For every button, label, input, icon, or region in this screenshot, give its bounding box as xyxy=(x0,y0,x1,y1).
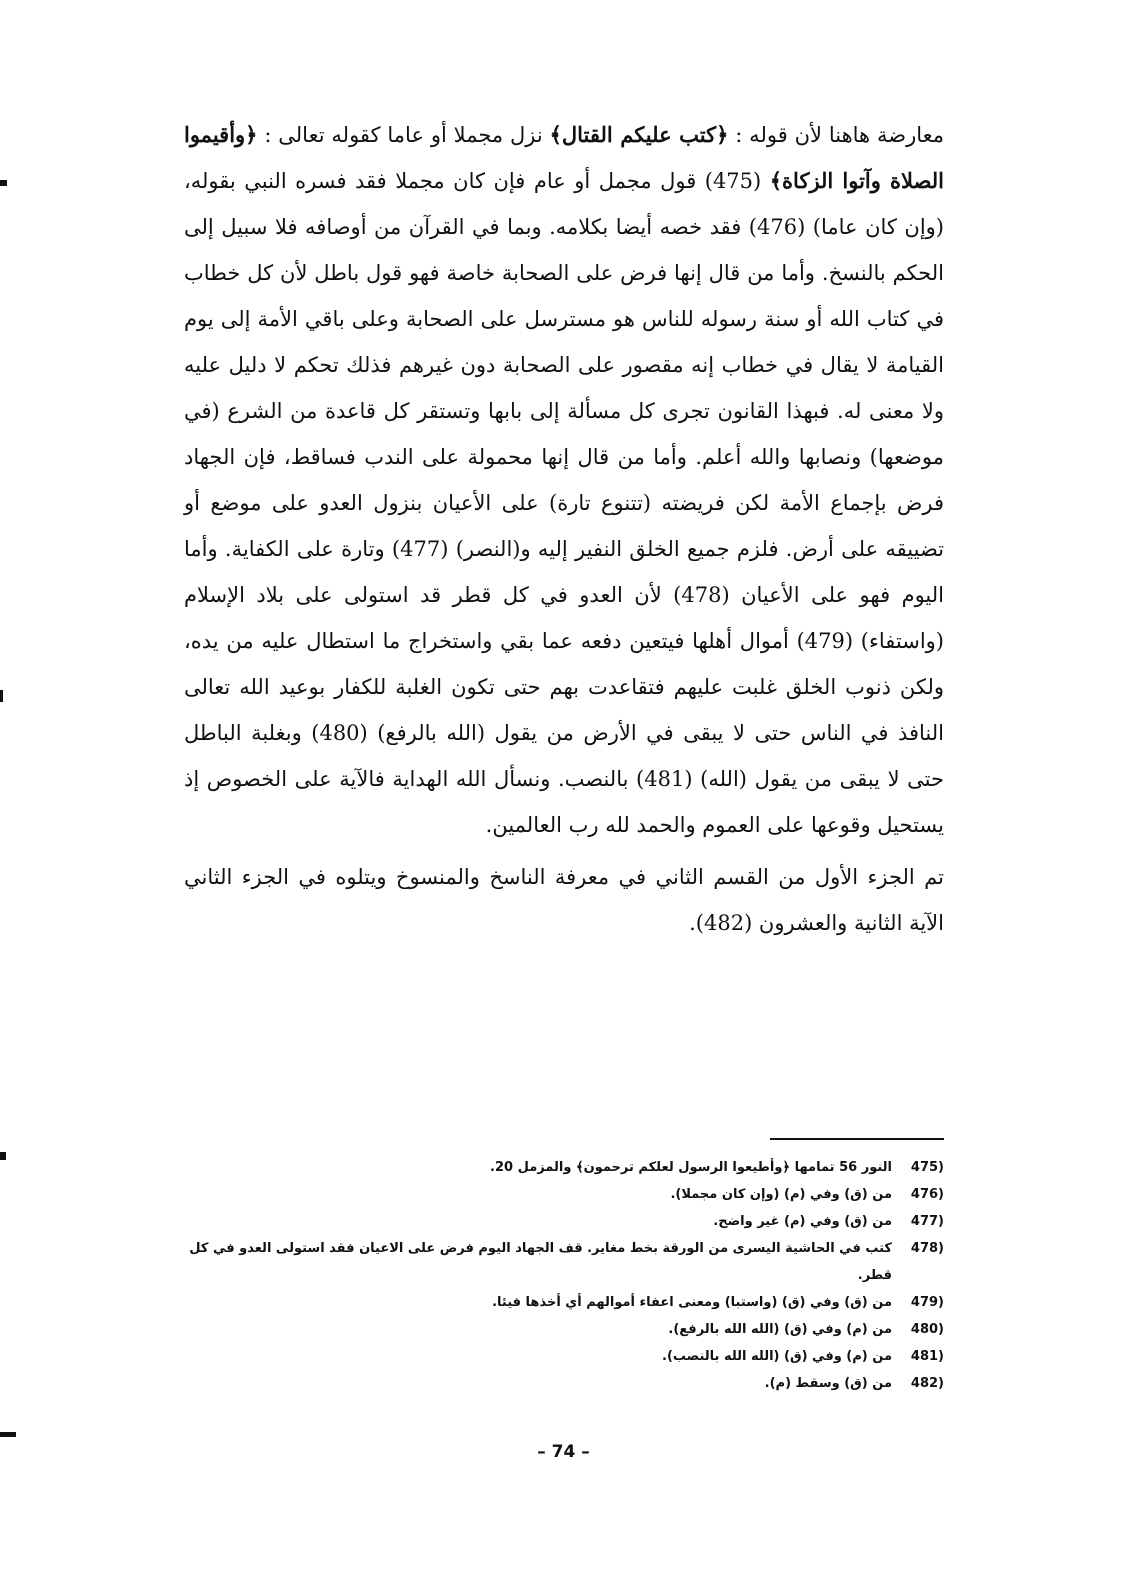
footnote-item xyxy=(184,1235,944,1289)
footnote-item xyxy=(184,1181,944,1208)
footnotes-list xyxy=(184,1154,944,1397)
footnote-text: من (ق) وفي (م) (وإن كان مجملا). xyxy=(670,1187,892,1202)
footnote-text: من (م) وفي (ق) (الله الله بالنصب). xyxy=(662,1349,892,1364)
main-text-body xyxy=(184,112,944,946)
footnote-item xyxy=(184,1289,944,1316)
footnote-number: 479) xyxy=(910,1295,944,1310)
quran-verse-2: ﴿وأقيموا الصلاة وآتوا الزكاة﴾ xyxy=(184,122,945,193)
footnote-number: 480) xyxy=(910,1322,944,1337)
footnote-item xyxy=(184,1316,944,1343)
quran-verse-1: ﴿كتب عليكم القتال﴾ xyxy=(549,122,729,147)
paragraph-text-part-1: معارضة هاهنا لأن قوله : xyxy=(728,123,945,147)
paragraph-text-part-2: نزل مجملا أو عاما كقوله تعالى : xyxy=(257,123,550,147)
scan-edge-mark-1 xyxy=(0,180,7,186)
footnote-text: من (ق) وفي (ق) (واستبا) ومعنى اعفاء أموالهم أي أخذها فيئا. xyxy=(492,1295,892,1310)
footnote-number: 477) xyxy=(910,1214,944,1229)
footnote-number: 478) xyxy=(910,1241,944,1256)
footnote-item xyxy=(184,1154,944,1181)
footnote-item xyxy=(184,1208,944,1235)
footnote-number: 476) xyxy=(910,1187,944,1202)
footnote-text: النور 56 تمامها ﴿وأطيعوا الرسول لعلكم ترحمون﴾ والمزمل 20. xyxy=(490,1160,892,1175)
scan-edge-mark-3 xyxy=(0,1152,6,1160)
footnote-number: 481) xyxy=(910,1349,944,1364)
paragraph-text-part-3: (475) قول مجمل أو عام فإن كان مجملا فقد فسره النبي بقوله، (وإن كان عاما) (476) فقد خصه أيضا بكلامه. وبما في القرآن من أوصافه فلا سبيل إلى الحكم بالنسخ. وأما من قال إنها فرض على الصحابة خاصة فهو قول باطل لأن كل خطاب في كتاب الله أو سنة رسوله للناس هو مسترسل على الصحابة وعلى باقي الأمة إلى يوم القيامة لا يقال في خطاب إنه مقصور على الصحابة دون غيرهم فذلك تحكم لا دليل عليه ولا معنى له. فبهذا القانون تجرى كل مسألة إلى بابها وتستقر كل قاعدة من الشرع (في موضعها) ونصابها والله أعلم. وأما من قال إنها محمولة على الندب فساقط، فإن الجهاد فرض بإجماع الأمة لكن فريضته (تتنوع تارة) على الأعيان بنزول العدو على موضع أو تضييقه على أرض. فلزم جميع الخلق النفير إليه و(النصر) (477) وتارة على الكفاية. وأما اليوم فهو على الأعيان (478) لأن العدو في كل قطر قد استولى على بلاد الإسلام (واستفاء) (479) أموال أهلها فيتعين دفعه عما بقي واستخراج ما استطال عليه من يده، ولكن ذنوب الخلق غلبت عليهم فتقاعدت بهم حتى تكون الغلبة للكفار بوعيد الله تعالى النافذ في الناس حتى لا يبقى في الأرض من يقول (الله بالرفع) (480) وبغلبة الباطل حتى لا يبقى من يقول (الله) (481) بالنصب. ونسأل الله الهداية فالآية على الخصوص إذ يستحيل وقوعها على العموم والحمد لله رب العالمين. xyxy=(184,169,945,837)
footnote-text: من (ق) وفي (م) غير واضح. xyxy=(713,1214,892,1229)
closing-paragraph: تم الجزء الأول من القسم الثاني في معرفة الناسخ والمنسوخ ويتلوه في الجزء الثاني الآية الثانية والعشرون (482). xyxy=(184,865,944,935)
page-number: – 74 – xyxy=(537,1442,590,1462)
footnote-text: من (ق) وسقط (م). xyxy=(764,1376,892,1391)
scan-edge-mark-4 xyxy=(0,1432,16,1437)
scan-edge-mark-2 xyxy=(0,690,3,702)
footnote-number: 482) xyxy=(910,1376,944,1391)
footnote-separator xyxy=(770,1138,944,1140)
footnote-item xyxy=(184,1343,944,1370)
footnote-text: من (م) وفي (ق) (الله الله بالرفع). xyxy=(668,1322,892,1337)
footnote-text: كتب في الحاشية اليسرى من الورقة بخط مغاير. قف الجهاد اليوم فرض على الاعيان فقد استولى العدو في كل قطر. xyxy=(189,1241,892,1283)
main-paragraph xyxy=(184,112,944,848)
footnote-item xyxy=(184,1370,944,1397)
footnote-number: 475) xyxy=(910,1160,944,1175)
